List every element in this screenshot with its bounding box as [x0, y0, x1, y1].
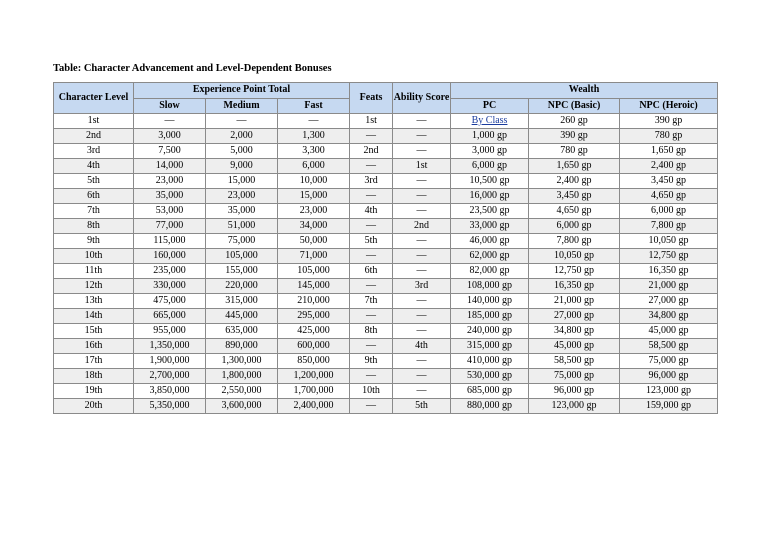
cell-ability-score: —: [393, 144, 451, 159]
cell-wealth-npc-heroic: 7,800 gp: [620, 219, 718, 234]
cell-wealth-npc-basic: 3,450 gp: [529, 189, 620, 204]
cell-xp-medium: 1,800,000: [206, 369, 278, 384]
cell-wealth-npc-basic: 390 gp: [529, 129, 620, 144]
header-xp-total: Experience Point Total: [134, 83, 350, 99]
table-row: [54, 399, 718, 414]
cell-wealth-npc-basic: 2,400 gp: [529, 174, 620, 189]
cell-wealth-npc-basic: 7,800 gp: [529, 234, 620, 249]
cell-wealth-npc-basic: 75,000 gp: [529, 369, 620, 384]
cell-wealth-npc-heroic: 27,000 gp: [620, 294, 718, 309]
cell-wealth-npc-heroic: 10,050 gp: [620, 234, 718, 249]
header-slow: Slow: [134, 98, 206, 114]
cell-level: 12th: [54, 279, 134, 294]
cell-xp-fast: 295,000: [278, 309, 350, 324]
cell-xp-slow: 475,000: [134, 294, 206, 309]
cell-wealth-pc: [451, 114, 529, 129]
cell-wealth-pc: 23,500 gp: [451, 204, 529, 219]
cell-wealth-npc-basic: 21,000 gp: [529, 294, 620, 309]
cell-level: 20th: [54, 399, 134, 414]
cell-wealth-npc-heroic: 6,000 gp: [620, 204, 718, 219]
cell-level: 13th: [54, 294, 134, 309]
cell-xp-slow: 115,000: [134, 234, 206, 249]
header-ability-score: Ability Score: [393, 83, 451, 114]
cell-xp-slow: 3,000: [134, 129, 206, 144]
cell-wealth-npc-heroic: 390 gp: [620, 114, 718, 129]
cell-ability-score: —: [393, 309, 451, 324]
cell-xp-medium: 5,000: [206, 144, 278, 159]
cell-xp-fast: 105,000: [278, 264, 350, 279]
cell-xp-slow: 35,000: [134, 189, 206, 204]
header-feats: Feats: [350, 83, 393, 114]
cell-xp-slow: 955,000: [134, 324, 206, 339]
table-row: [54, 189, 718, 204]
table-body: [54, 114, 718, 414]
table-row: [54, 339, 718, 354]
cell-wealth-npc-heroic: 3,450 gp: [620, 174, 718, 189]
cell-xp-fast: 2,400,000: [278, 399, 350, 414]
cell-wealth-npc-heroic: 75,000 gp: [620, 354, 718, 369]
cell-xp-fast: 15,000: [278, 189, 350, 204]
cell-feats: —: [350, 189, 393, 204]
cell-xp-medium: 15,000: [206, 174, 278, 189]
cell-wealth-npc-heroic: 12,750 gp: [620, 249, 718, 264]
cell-wealth-pc: 410,000 gp: [451, 354, 529, 369]
cell-wealth-pc: 10,500 gp: [451, 174, 529, 189]
cell-xp-medium: 155,000: [206, 264, 278, 279]
cell-wealth-npc-heroic: 34,800 gp: [620, 309, 718, 324]
cell-xp-slow: —: [134, 114, 206, 129]
cell-xp-medium: 635,000: [206, 324, 278, 339]
table-row: [54, 384, 718, 399]
cell-ability-score: —: [393, 114, 451, 129]
cell-xp-medium: 2,550,000: [206, 384, 278, 399]
cell-xp-medium: 9,000: [206, 159, 278, 174]
cell-feats: 1st: [350, 114, 393, 129]
cell-level: 10th: [54, 249, 134, 264]
cell-xp-slow: 665,000: [134, 309, 206, 324]
cell-xp-fast: 1,300: [278, 129, 350, 144]
cell-wealth-pc: 6,000 gp: [451, 159, 529, 174]
cell-xp-slow: 2,700,000: [134, 369, 206, 384]
cell-level: 4th: [54, 159, 134, 174]
header-medium: Medium: [206, 98, 278, 114]
cell-feats: 5th: [350, 234, 393, 249]
cell-xp-medium: 35,000: [206, 204, 278, 219]
cell-wealth-npc-heroic: 16,350 gp: [620, 264, 718, 279]
by-class-link[interactable]: By Class: [471, 115, 508, 126]
cell-wealth-pc: 185,000 gp: [451, 309, 529, 324]
table-caption: Table: Character Advancement and Level-Dependent Bonuses: [53, 63, 332, 74]
cell-ability-score: —: [393, 264, 451, 279]
cell-feats: 4th: [350, 204, 393, 219]
cell-feats: —: [350, 159, 393, 174]
cell-level: 9th: [54, 234, 134, 249]
header-fast: Fast: [278, 98, 350, 114]
cell-wealth-npc-basic: 27,000 gp: [529, 309, 620, 324]
character-advancement-table: [53, 82, 718, 414]
cell-xp-medium: 23,000: [206, 189, 278, 204]
cell-xp-fast: 3,300: [278, 144, 350, 159]
cell-xp-fast: 425,000: [278, 324, 350, 339]
cell-wealth-pc: 108,000 gp: [451, 279, 529, 294]
cell-wealth-npc-basic: 12,750 gp: [529, 264, 620, 279]
cell-xp-slow: 5,350,000: [134, 399, 206, 414]
cell-level: 15th: [54, 324, 134, 339]
cell-xp-medium: 220,000: [206, 279, 278, 294]
cell-wealth-pc: 16,000 gp: [451, 189, 529, 204]
cell-ability-score: —: [393, 354, 451, 369]
cell-feats: —: [350, 309, 393, 324]
cell-xp-fast: 850,000: [278, 354, 350, 369]
cell-xp-medium: 2,000: [206, 129, 278, 144]
table-row: [54, 354, 718, 369]
cell-xp-slow: 3,850,000: [134, 384, 206, 399]
cell-wealth-npc-heroic: 21,000 gp: [620, 279, 718, 294]
cell-xp-medium: 51,000: [206, 219, 278, 234]
cell-xp-fast: 210,000: [278, 294, 350, 309]
cell-level: 6th: [54, 189, 134, 204]
header-pc: PC: [451, 98, 529, 114]
cell-wealth-npc-basic: 4,650 gp: [529, 204, 620, 219]
cell-ability-score: —: [393, 384, 451, 399]
cell-xp-slow: 14,000: [134, 159, 206, 174]
cell-feats: 10th: [350, 384, 393, 399]
header-character-level: Character Level: [54, 83, 134, 114]
cell-wealth-pc: 62,000 gp: [451, 249, 529, 264]
cell-wealth-pc: 240,000 gp: [451, 324, 529, 339]
cell-wealth-pc: 685,000 gp: [451, 384, 529, 399]
table-row: [54, 219, 718, 234]
cell-xp-slow: 1,350,000: [134, 339, 206, 354]
cell-feats: 2nd: [350, 144, 393, 159]
table-row: [54, 249, 718, 264]
cell-wealth-pc: 880,000 gp: [451, 399, 529, 414]
cell-wealth-npc-basic: 6,000 gp: [529, 219, 620, 234]
cell-xp-slow: 23,000: [134, 174, 206, 189]
cell-wealth-npc-basic: 58,500 gp: [529, 354, 620, 369]
cell-feats: —: [350, 129, 393, 144]
cell-ability-score: —: [393, 129, 451, 144]
cell-wealth-npc-basic: 780 gp: [529, 144, 620, 159]
cell-level: 14th: [54, 309, 134, 324]
table-row: [54, 234, 718, 249]
cell-wealth-pc: 1,000 gp: [451, 129, 529, 144]
cell-wealth-pc: 33,000 gp: [451, 219, 529, 234]
cell-xp-medium: 105,000: [206, 249, 278, 264]
cell-xp-fast: 6,000: [278, 159, 350, 174]
cell-ability-score: —: [393, 294, 451, 309]
cell-xp-slow: 7,500: [134, 144, 206, 159]
table-row: [54, 174, 718, 189]
cell-wealth-npc-heroic: 45,000 gp: [620, 324, 718, 339]
table-row: [54, 144, 718, 159]
cell-feats: 7th: [350, 294, 393, 309]
table-row: [54, 159, 718, 174]
cell-feats: —: [350, 249, 393, 264]
cell-ability-score: 1st: [393, 159, 451, 174]
cell-xp-medium: 445,000: [206, 309, 278, 324]
cell-wealth-pc: 46,000 gp: [451, 234, 529, 249]
cell-xp-medium: 890,000: [206, 339, 278, 354]
cell-ability-score: 2nd: [393, 219, 451, 234]
cell-xp-slow: 330,000: [134, 279, 206, 294]
cell-wealth-pc: 3,000 gp: [451, 144, 529, 159]
cell-wealth-npc-heroic: 4,650 gp: [620, 189, 718, 204]
cell-level: 11th: [54, 264, 134, 279]
cell-level: 16th: [54, 339, 134, 354]
cell-xp-slow: 77,000: [134, 219, 206, 234]
cell-xp-fast: —: [278, 114, 350, 129]
cell-level: 1st: [54, 114, 134, 129]
header-npc-basic: NPC (Basic): [529, 98, 620, 114]
cell-wealth-npc-basic: 16,350 gp: [529, 279, 620, 294]
table-row: [54, 294, 718, 309]
cell-level: 2nd: [54, 129, 134, 144]
table-row: [54, 204, 718, 219]
cell-level: 19th: [54, 384, 134, 399]
cell-wealth-npc-basic: 1,650 gp: [529, 159, 620, 174]
cell-xp-fast: 23,000: [278, 204, 350, 219]
cell-xp-slow: 160,000: [134, 249, 206, 264]
cell-wealth-npc-basic: 45,000 gp: [529, 339, 620, 354]
cell-ability-score: 3rd: [393, 279, 451, 294]
cell-xp-fast: 1,200,000: [278, 369, 350, 384]
cell-wealth-npc-heroic: 780 gp: [620, 129, 718, 144]
cell-xp-medium: 3,600,000: [206, 399, 278, 414]
cell-xp-slow: 1,900,000: [134, 354, 206, 369]
cell-ability-score: 5th: [393, 399, 451, 414]
cell-feats: —: [350, 399, 393, 414]
cell-wealth-pc: 140,000 gp: [451, 294, 529, 309]
cell-ability-score: —: [393, 369, 451, 384]
cell-ability-score: —: [393, 249, 451, 264]
cell-level: 5th: [54, 174, 134, 189]
cell-ability-score: —: [393, 204, 451, 219]
cell-feats: 9th: [350, 354, 393, 369]
cell-xp-fast: 34,000: [278, 219, 350, 234]
cell-feats: —: [350, 279, 393, 294]
cell-wealth-npc-heroic: 123,000 gp: [620, 384, 718, 399]
cell-wealth-npc-basic: 34,800 gp: [529, 324, 620, 339]
cell-level: 18th: [54, 369, 134, 384]
cell-xp-medium: —: [206, 114, 278, 129]
cell-feats: —: [350, 369, 393, 384]
cell-xp-fast: 71,000: [278, 249, 350, 264]
table-row: [54, 114, 718, 129]
cell-xp-fast: 600,000: [278, 339, 350, 354]
cell-wealth-npc-basic: 123,000 gp: [529, 399, 620, 414]
cell-wealth-npc-basic: 96,000 gp: [529, 384, 620, 399]
cell-xp-fast: 1,700,000: [278, 384, 350, 399]
table-row: [54, 324, 718, 339]
cell-feats: 3rd: [350, 174, 393, 189]
header-wealth: Wealth: [451, 83, 718, 99]
cell-level: 3rd: [54, 144, 134, 159]
cell-xp-fast: 145,000: [278, 279, 350, 294]
table-row: [54, 279, 718, 294]
cell-level: 17th: [54, 354, 134, 369]
cell-wealth-npc-heroic: 2,400 gp: [620, 159, 718, 174]
table-row: [54, 309, 718, 324]
table-row: [54, 369, 718, 384]
cell-ability-score: —: [393, 234, 451, 249]
cell-wealth-npc-heroic: 96,000 gp: [620, 369, 718, 384]
cell-ability-score: 4th: [393, 339, 451, 354]
cell-wealth-pc: 315,000 gp: [451, 339, 529, 354]
cell-wealth-pc: 530,000 gp: [451, 369, 529, 384]
cell-xp-slow: 235,000: [134, 264, 206, 279]
cell-level: 7th: [54, 204, 134, 219]
cell-feats: 8th: [350, 324, 393, 339]
cell-xp-slow: 53,000: [134, 204, 206, 219]
cell-level: 8th: [54, 219, 134, 234]
cell-xp-fast: 10,000: [278, 174, 350, 189]
header-npc-heroic: NPC (Heroic): [620, 98, 718, 114]
cell-feats: —: [350, 219, 393, 234]
cell-xp-medium: 1,300,000: [206, 354, 278, 369]
cell-ability-score: —: [393, 174, 451, 189]
cell-xp-fast: 50,000: [278, 234, 350, 249]
cell-xp-medium: 75,000: [206, 234, 278, 249]
cell-feats: —: [350, 339, 393, 354]
cell-wealth-npc-heroic: 1,650 gp: [620, 144, 718, 159]
cell-wealth-npc-heroic: 58,500 gp: [620, 339, 718, 354]
cell-ability-score: —: [393, 324, 451, 339]
table-row: [54, 129, 718, 144]
cell-wealth-pc: 82,000 gp: [451, 264, 529, 279]
cell-wealth-npc-basic: 260 gp: [529, 114, 620, 129]
table-header: [54, 83, 718, 114]
cell-feats: 6th: [350, 264, 393, 279]
cell-ability-score: —: [393, 189, 451, 204]
cell-wealth-npc-heroic: 159,000 gp: [620, 399, 718, 414]
cell-xp-medium: 315,000: [206, 294, 278, 309]
cell-wealth-npc-basic: 10,050 gp: [529, 249, 620, 264]
table-row: [54, 264, 718, 279]
